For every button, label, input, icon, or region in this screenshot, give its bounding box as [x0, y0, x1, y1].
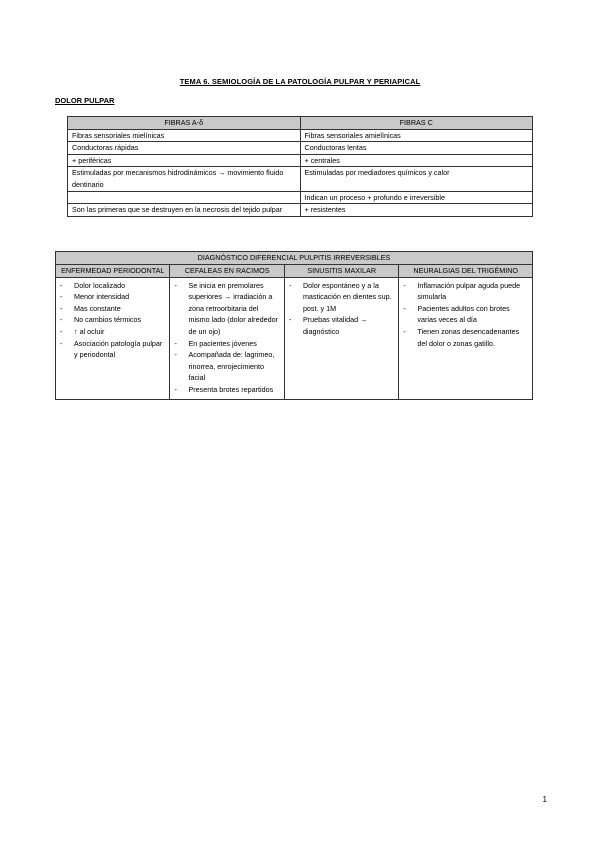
list-item: - Inflamación pulpar aguda puede simularla	[401, 280, 528, 303]
column-header: ENFERMEDAD PERIODONTAL	[56, 265, 170, 278]
list-item: - En pacientes jóvenes	[172, 338, 279, 350]
list-item: - Presenta brotes repartidos	[172, 384, 279, 396]
list-item: - Menor intensidad	[58, 291, 165, 303]
fibras-cell	[68, 191, 301, 204]
fibras-cell: + resistentes	[300, 204, 533, 217]
sinusitis-cell	[284, 277, 398, 399]
neuralgias-cell	[399, 277, 533, 399]
section-heading: DOLOR PULPAR	[55, 96, 115, 105]
fibras-cell: Estimuladas por mecanismos hidrodinámicos → movimiento fluido dentinario	[68, 167, 301, 191]
table-row	[68, 204, 533, 217]
fibras-cell: Conductoras lentas	[300, 142, 533, 155]
cefaleas-cell	[170, 277, 284, 399]
fibras-table	[67, 116, 533, 217]
list-item: - Pruebas vitalidad → diagnóstico	[287, 314, 394, 337]
column-header: NEURALGIAS DEL TRIGÉMINO	[399, 265, 533, 278]
list-item: - Se inicia en premolares superiores → irradiación a zona retroorbitaria del mismo lado (dolor alrededor de un ojo)	[172, 280, 279, 338]
page-number: 1	[542, 795, 547, 804]
list-item: - Acompañada de: lagrimeo, rinorrea, enrojecimiento facial	[172, 349, 279, 384]
list-item: - Mas constante	[58, 303, 165, 315]
list-item: - No cambios térmicos	[58, 314, 165, 326]
fibras-cell: Indican un proceso + profundo e irreversible	[300, 191, 533, 204]
list-item: - Tienen zonas desencadenantes del dolor o zonas gatillo.	[401, 326, 528, 349]
table-row	[68, 142, 533, 155]
fibras-cell: + periféricas	[68, 154, 301, 167]
table-row	[68, 191, 533, 204]
column-header: SINUSITIS MAXILAR	[284, 265, 398, 278]
enfermedad-periodontal-cell	[56, 277, 170, 399]
fibras-cell: Estimuladas por mediadores químicos y calor	[300, 167, 533, 191]
list-item: - Pacientes adultos con brotes varias veces al día	[401, 303, 528, 326]
table-row	[68, 129, 533, 142]
document-title: TEMA 6. SEMIOLOGÍA DE LA PATOLOGÍA PULPAR Y PERIAPICAL	[179, 77, 421, 86]
fibras-header-c: FIBRAS C	[300, 117, 533, 130]
list-item: - Dolor localizado	[58, 280, 165, 292]
fibras-cell: Conductoras rápidas	[68, 142, 301, 155]
list-item: - Asociación patología pulpar y periodontal	[58, 338, 165, 361]
table-row	[68, 154, 533, 167]
fibras-header-a: FIBRAS A-δ	[68, 117, 301, 130]
table-row	[68, 167, 533, 191]
diagnostico-caption: DIAGNÓSTICO DIFERENCIAL PULPITIS IRREVERSIBLES	[56, 252, 533, 265]
diagnostico-table	[55, 251, 533, 400]
list-item: - Dolor espontáneo y a la masticación en dientes sup. post. y 1M	[287, 280, 394, 315]
fibras-cell: Fibras sensoriales mielínicas	[68, 129, 301, 142]
fibras-cell: Fibras sensoriales amielínicas	[300, 129, 533, 142]
list-item: - ↑ al ocluir	[58, 326, 165, 338]
fibras-cell: + centrales	[300, 154, 533, 167]
fibras-cell: Son las primeras que se destruyen en la necrosis del tejido pulpar	[68, 204, 301, 217]
column-header: CEFALEAS EN RACIMOS	[170, 265, 284, 278]
